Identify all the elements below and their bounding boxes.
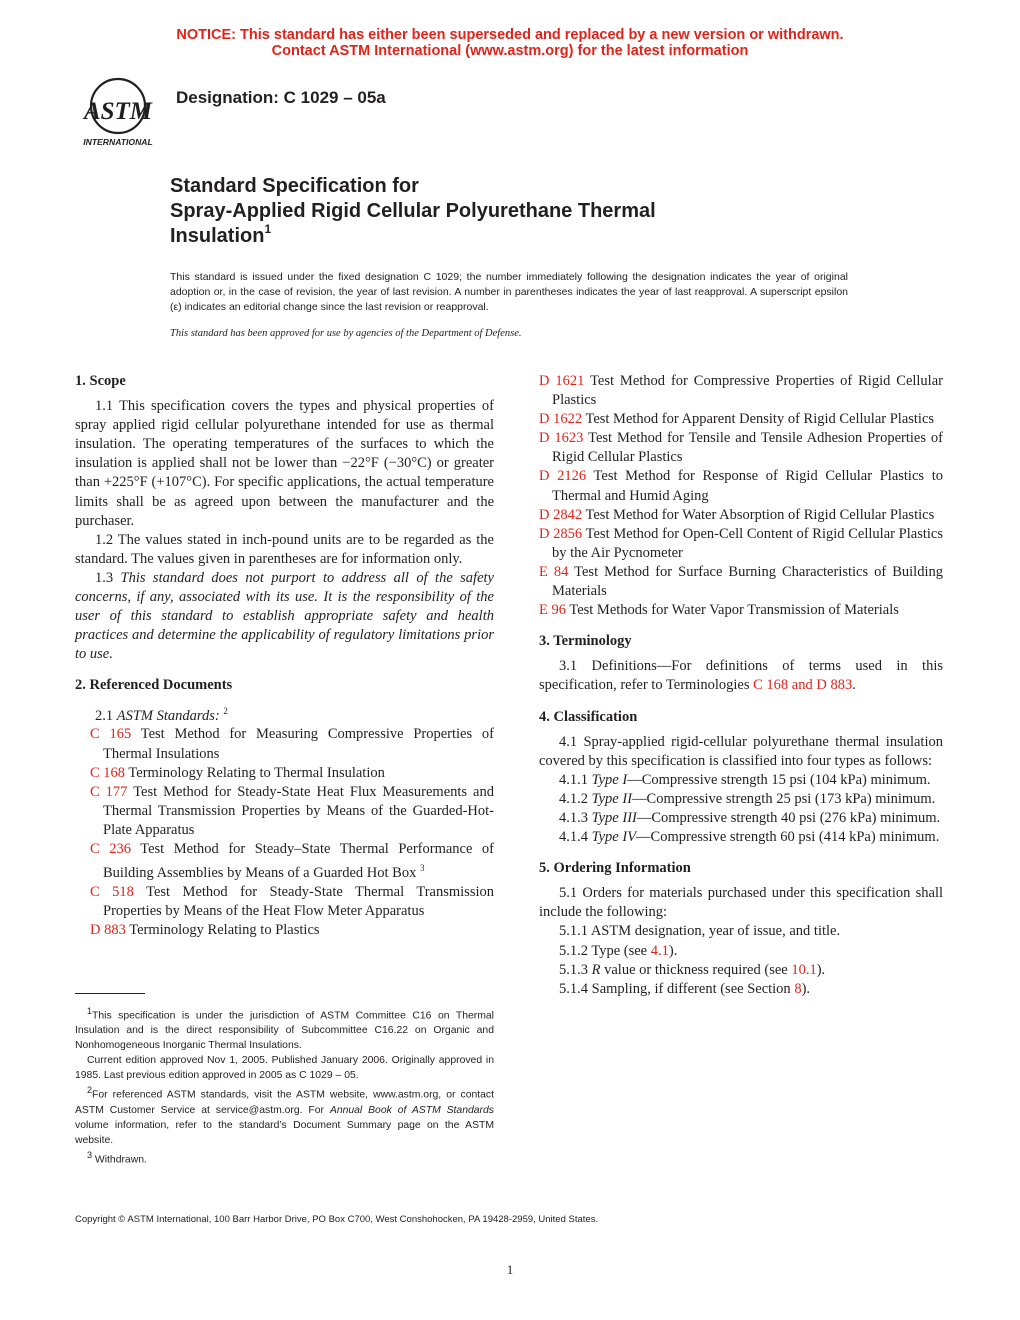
ordering-5-1: 5.1 Orders for materials purchased under this specification shall include the following: [539, 885, 943, 921]
type-item: 4.1.4 Type IV—Compressive strength 60 psi (414 kPa) minimum. [559, 829, 940, 846]
title-footnote-mark: 1 [264, 222, 272, 236]
document-title [170, 174, 870, 251]
title-line-3: Insulation [170, 225, 265, 247]
ref-link[interactable]: D 883 [90, 922, 126, 939]
ordering-5-1-3: 5.1.3 R value or thickness required (see 10.1). [559, 961, 826, 978]
ref-link[interactable]: D 1622 [539, 411, 583, 428]
ordering-5-1-2: 5.1.2 Type (see 4.1). [559, 942, 678, 959]
ref-link[interactable]: C 168 [90, 764, 126, 781]
scope-1-2: 1.2 The values stated in inch-pound units are to be regarded as the standard. The values given in parentheses are for information only. [75, 531, 494, 567]
scope-1-1: 1.1 This specification covers the types and physical properties of spray applied rigid cellular polyurethane intended for use as thermal insulation. The operating temperatures of the surfaces to which the insulation is applied shall not be lower than −22°F (−30°C) or greater than +225°F (+107°C). For specific applications, the actual temperature limits shall be as agreed upon between the manufacturer and the purchaser. [75, 398, 494, 529]
referenced-heading: 2. Referenced Documents [75, 677, 233, 694]
ref-link[interactable]: E 96 [539, 602, 566, 619]
ref-item: E 96 Test Methods for Water Vapor Transmission of Materials [539, 602, 899, 619]
footnote-1: $^1$This specification is under the jurisdiction of ASTM Committee C16 on Thermal Insulation and is the direct responsibility of Subcommittee C16.22 on Organic and Nonhomogeneous Inorganic Thermal Insulations. [75, 1006, 494, 1052]
ref-link[interactable]: D 1623 [539, 430, 584, 447]
title-line-1: Standard Specification for [170, 175, 419, 197]
ordering-heading: 5. Ordering Information [539, 860, 691, 877]
terminology-3-1: 3.1 Definitions—For definitions of terms used in this specification, refer to Terminologies C 168 and D 883. [539, 658, 943, 694]
footnotes [75, 1004, 494, 1167]
ref-item: D 1621 Test Method for Compressive Properties of Rigid Cellular Plastics [539, 373, 943, 409]
ref-link[interactable]: D 2856 [539, 525, 583, 542]
astm-standards-label: 2.1 ASTM Standards: $^2$ [95, 705, 228, 724]
footnote-1b: Current edition approved Nov 1, 2005. Published January 2006. Originally approved in 1985. Last previous edition approved in 2005 as C 1029 – 05. [75, 1055, 494, 1082]
withdrawal-notice [0, 27, 1020, 59]
ref-item: C 168 Terminology Relating to Thermal Insulation [90, 764, 385, 781]
notice-line-2: Contact ASTM International (www.astm.org) for the latest information [271, 43, 749, 59]
ref-item: D 2126 Test Method for Response of Rigid Cellular Plastics to Thermal and Humid Aging [539, 468, 943, 504]
ref-link[interactable]: E 84 [539, 563, 569, 580]
logo-letters: ASTM [83, 98, 153, 125]
footnote-rule [75, 993, 145, 994]
ref-item: C 518 Test Method for Steady-State Thermal Transmission Properties by Means of the Heat Flow Meter Apparatus [90, 884, 494, 920]
logo-caption: INTERNATIONAL [83, 137, 153, 147]
notice-line-1: NOTICE: This standard has either been superseded and replaced by a new version or withdrawn. [176, 27, 844, 43]
terminology-heading: 3. Terminology [539, 633, 632, 650]
terminology-link[interactable]: C 168 and D 883 [753, 677, 853, 694]
ref-item: D 2856 Test Method for Open-Cell Content of Rigid Cellular Plastics by the Air Pycnometer [539, 525, 943, 561]
title-line-2: Spray-Applied Rigid Cellular Polyurethane Thermal [170, 200, 656, 222]
section-link[interactable]: 8 [794, 980, 802, 997]
ordering-5-1-4: 5.1.4 Sampling, if different (see Section 8). [559, 980, 811, 997]
scope-heading: 1. Scope [75, 373, 126, 389]
left-column [75, 372, 494, 940]
ref-item: D 883 Terminology Relating to Plastics [90, 922, 320, 939]
astm-logo [74, 75, 164, 149]
type-item: 4.1.2 Type II—Compressive strength 25 psi (173 kPa) minimum. [559, 790, 936, 807]
ref-link[interactable]: D 2842 [539, 506, 583, 523]
ref-link[interactable]: D 1621 [539, 373, 585, 389]
footnote-3: $^3$ Withdrawn. [87, 1149, 147, 1166]
ref-item: D 1623 Test Method for Tensile and Tensile Adhesion Properties of Rigid Cellular Plastics [539, 430, 943, 466]
ref-item: D 2842 Test Method for Water Absorption of Rigid Cellular Plastics [539, 506, 935, 523]
ref-item: C 236 Test Method for Steady–State Thermal Performance of Building Assemblies by Means of a Guarded Hot Box $^3$ [90, 840, 495, 881]
ref-item: C 177 Test Method for Steady-State Heat Flux Measurements and Thermal Transmission Properties by Means of the Guarded-Hot-Plate Apparatus [90, 783, 494, 838]
ref-link[interactable]: C 177 [90, 783, 128, 800]
dod-notice: This standard has been approved for use by agencies of the Department of Defense. [170, 328, 522, 339]
type-item: 4.1.1 Type I—Compressive strength 15 psi (104 kPa) minimum. [559, 771, 931, 788]
page-number: 1 [506, 1262, 514, 1277]
designation: Designation: C 1029 – 05a [176, 88, 386, 107]
scope-1-3: 1.3 This standard does not purport to address all of the safety concerns, if any, associated with its use. It is the responsibility of the user of this standard to establish appropriate safety and health practices and determine the applicability of regulatory limitations prior to use. [75, 569, 494, 663]
type-item: 4.1.3 Type III—Compressive strength 40 psi (276 kPa) minimum. [559, 809, 941, 826]
ref-item: E 84 Test Method for Surface Burning Characteristics of Building Materials [539, 563, 943, 600]
ref-link[interactable]: C 518 [90, 884, 134, 900]
astm-logo-icon [74, 75, 164, 149]
copyright: Copyright © ASTM International, 100 Barr Harbor Drive, PO Box C700, West Conshohocken, PA 19428-2959, United States. [75, 1214, 599, 1225]
ref-link[interactable]: C 236 [90, 840, 131, 857]
footnote-2: $^2$For referenced ASTM standards, visit the ASTM website, www.astm.org, or contact ASTM Customer Service at service@astm.org. For Annual Book of ASTM Standards volume information, refer to the standard’s Document Summary page on the ASTM website. [75, 1085, 494, 1146]
ref-link[interactable]: C 165 [90, 726, 132, 743]
section-link[interactable]: 4.1 [650, 942, 669, 959]
ref-link[interactable]: D 2126 [539, 468, 587, 485]
safety-statement: This standard does not purport to address all of the safety concerns, if any, associated with its use. It is the responsibility of the user of this standard to establish appropriate safety and health practices and determine the applicability of regulatory limitations prior to use. [75, 569, 494, 663]
issuance-note: This standard is issued under the fixed designation C 1029; the number immediately following the designation indicates the year of original adoption or, in the case of revision, the year of last revision. A number in parentheses indicates the year of last reapproval. A superscript epsilon (ε) indicates an editorial change since the last revision or reapproval. [170, 271, 848, 313]
section-link[interactable]: 10.1 [791, 961, 817, 978]
ordering-5-1-1: 5.1.1 ASTM designation, year of issue, and title. [559, 923, 841, 940]
ref-item: C 165 Test Method for Measuring Compressive Properties of Thermal Insulations [90, 726, 494, 762]
right-column [539, 372, 943, 999]
classification-heading: 4. Classification [539, 708, 638, 725]
ref-item: D 1622 Test Method for Apparent Density of Rigid Cellular Plastics [539, 411, 935, 428]
classification-4-1: 4.1 Spray-applied rigid-cellular polyurethane thermal insulation covered by this specification is classified into four types as follows: [539, 733, 943, 769]
